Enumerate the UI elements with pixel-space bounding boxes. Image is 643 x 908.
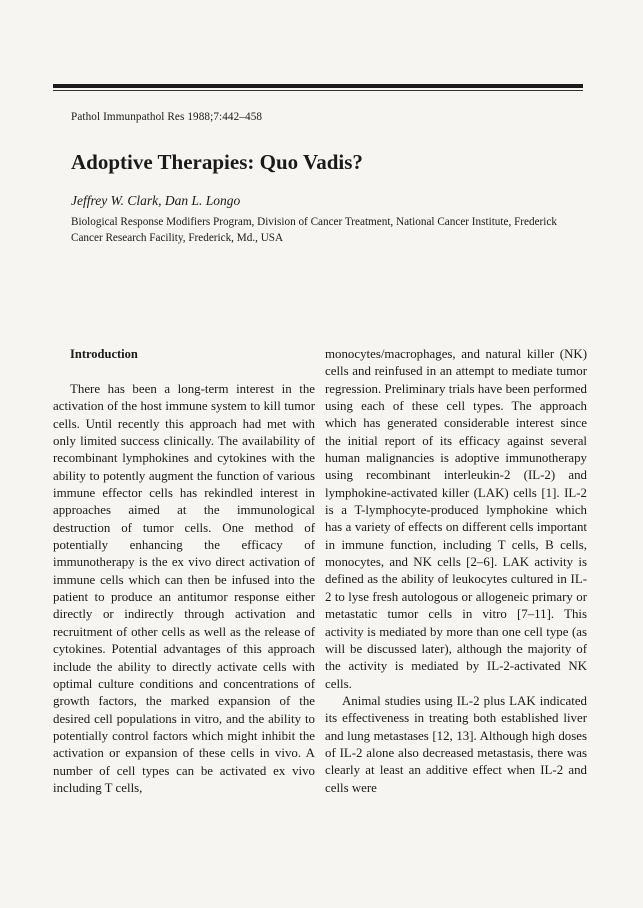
body-paragraph-left: There has been a long-term interest in the activation of the host immune system to kill tumor cells. Until recently this approach had met with only limited success clinically. The availability of recombinant lymphokines and cytokines with the ability to potently augment the function of various immune effector cells has rekindled interest in approaches aimed at the immunological destruction of tumor cells. One method of potentially enhancing the efficacy of immunotherapy is the ex vivo direct activation of immune cells which can then be infused into the patient to produce an antitumor response either directly or indirectly through activation and recruitment of other cells as well as the release of cytokines. Potential advantages of this approach include the ability to directly activate cells with optimal culture conditions and concentrations of growth factors, the marked expansion of the desired cell populations in vitro, and the ability to potentially control factors which might inhibit the activation or expansion of these cells in vivo. A number of cell types can be activated ex vivo including T cells, — [53, 382, 315, 795]
right-column — [325, 346, 587, 797]
section-heading: Introduction — [70, 347, 138, 361]
journal-citation: Pathol Immunpathol Res 1988;7:442–458 — [71, 111, 263, 123]
header-rule-thin — [53, 90, 583, 91]
body-paragraph-right-2: Animal studies using IL-2 plus LAK indicated its effectiveness in treating both established liver and lung metastases [12, 13]. Although high doses of IL-2 alone also decreased metastasis, there was clearly at least an additive effect when IL-2 and cells were — [325, 693, 587, 795]
article-title: Adoptive Therapies: Quo Vadis? — [71, 150, 363, 174]
article-authors: Jeffrey W. Clark, Dan L. Longo — [71, 193, 241, 208]
header-rule-thick — [53, 84, 583, 88]
body-paragraph-right-1: monocytes/macrophages, and natural killer (NK) cells and reinfused in an attempt to mediate tumor regression. Preliminary trials have been performed using each of these cell types. The approach which has generated considerable interest since the initial report of its efficacy against several human malignancies is adoptive immunotherapy using recombinant interleukin-2 (IL-2) and lymphokine-activated killer (LAK) cells [1]. IL-2 is a T-lymphocyte-produced lymphokine which has a variety of effects on different cells important in immune function, including T cells, B cells, monocytes, and NK cells [2–6]. LAK activity is defined as the ability of leukocytes cultured in IL-2 to lyse fresh autologous or allogeneic primary or metastatic tumor cells in vitro [7–11]. This activity is mediated by more than one cell type (as will be discussed later), although the majority of the activity is mediated by IL-2-activated NK cells. — [325, 347, 587, 691]
author-affiliation: Biological Response Modifiers Program, Division of Cancer Treatment, National Cancer Institute, Frederick Cancer Research Facility, Frederick, Md., USA — [71, 216, 557, 244]
left-column — [53, 346, 315, 797]
